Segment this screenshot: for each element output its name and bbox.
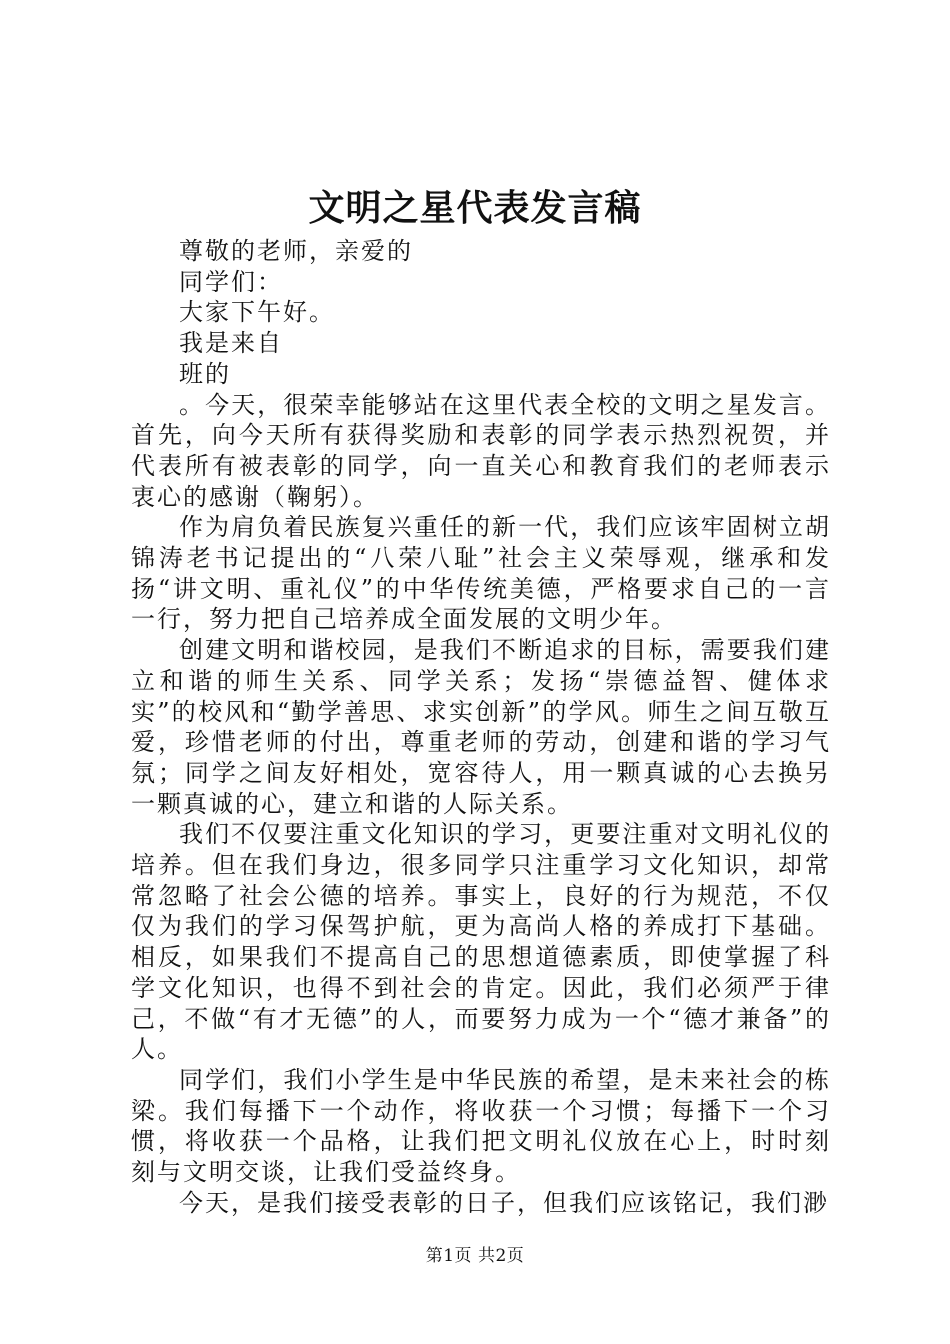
document-title: 文明之星代表发言稿 [308, 187, 642, 229]
paragraph-harmony: 创建文明和谐校园，是我们不断追求的目标，需要我们建立和谐的师生关系、同学关系；发扬“崇德益智、健体求实”的校风和“勤学善思、求实创新”的学风。师生之间互敬互爱，珍惜老师的付出，尊重老师的劳动，创建和谐的学习气氛；同学之间友好相处，宽容待人，用一颗真诚的心去换另一颗真诚的心，建立和谐的人际关系。 [131, 636, 831, 818]
paragraph-greeting-3: 大家下午好。 [179, 298, 335, 327]
document-body [131, 236, 831, 1219]
paragraph-greeting-1: 尊敬的老师，亲爱的 [179, 237, 413, 265]
page-number-footer: 第1页 共2页 [425, 1246, 525, 1266]
paragraph-intro-1: 我是来自 [179, 329, 283, 358]
paragraph-greeting-2: 同学们： [179, 267, 283, 296]
paragraph-hope: 同学们，我们小学生是中华民族的希望，是未来社会的栋梁。我们每播下一个动作，将收获一个习惯；每播下一个习惯，将收获一个品格，让我们把文明礼仪放在心上，时时刻刻与文明交谈，让我们受益终身。 [131, 1065, 831, 1187]
paragraph-values: 作为肩负着民族复兴重任的新一代，我们应该牢固树立胡锦涛老书记提出的“八荣八耻”社会主义荣辱观，继承和发扬“讲文明、重礼仪”的中华传统美德，严格要求自己的一言一行，努力把自己培养成全面发展的文明少年。 [131, 513, 831, 634]
paragraph-thanks: 。今天，很荣幸能够站在这里代表全校的文明之星发言。首先，向今天所有获得奖励和表彰的同学表示热烈祝贺，并代表所有被表彰的同学，向一直关心和教育我们的老师表示衷心的感谢（鞠躬）。 [131, 390, 831, 511]
paragraph-intro-2: 班的 [179, 359, 231, 388]
paragraph-today: 今天，是我们接受表彰的日子，但我们应该铭记，我们渺 [179, 1188, 829, 1217]
paragraph-etiquette: 我们不仅要注重文化知识的学习，更要注重对文明礼仪的培养。但在我们身边，很多同学只注重学习文化知识，却常常忽略了社会公德的培养。事实上，良好的行为规范，不仅仅为我们的学习保驾护航，更为高尚人格的养成打下基础。相反，如果我们不提高自己的思想道德素质，即使掌握了科学文化知识，也得不到社会的肯定。因此，我们必须严于律己，不做“有才无德”的人，而要努力成为一个“德才兼备”的人。 [131, 820, 831, 1064]
